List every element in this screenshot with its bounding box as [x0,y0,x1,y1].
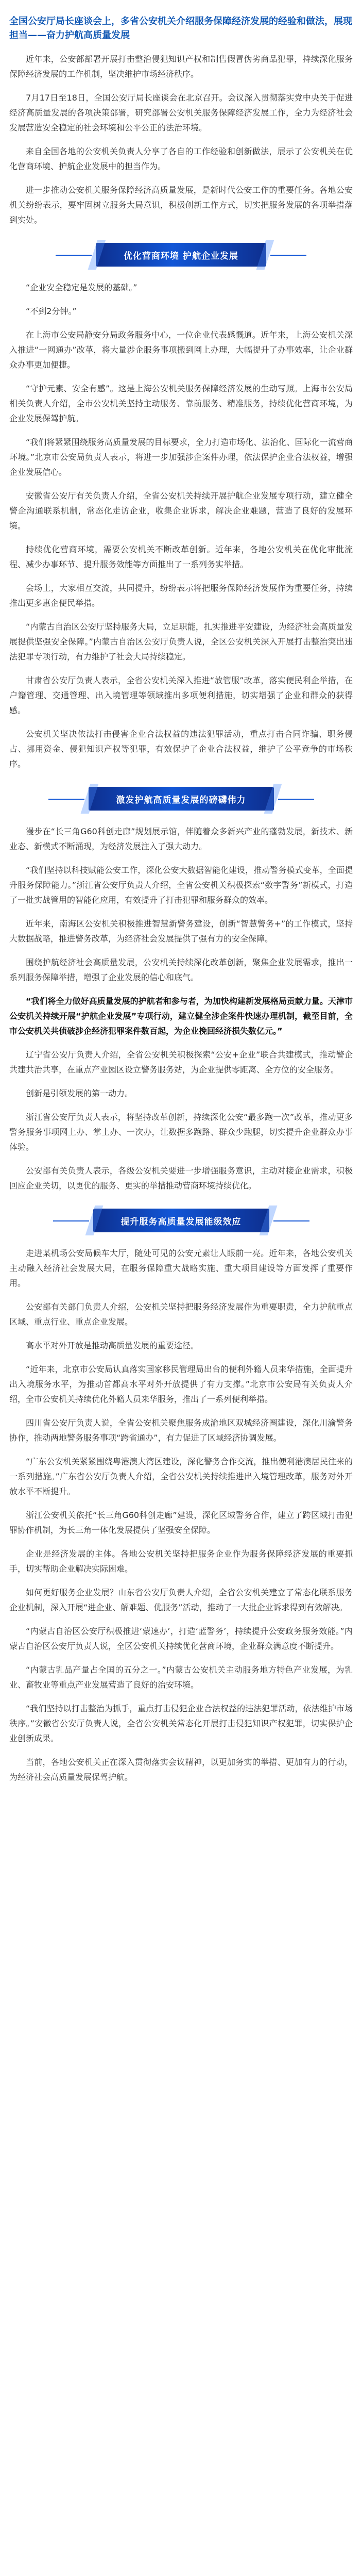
body-paragraph: “近年来，北京市公安局认真落实国家移民管理局出台的便利外籍人员来华措施，全面提升出入境服务水平，为推动首都高水平对外开放提供了有力支撑。”北京市公安局有关负责人介绍，全市公安机关持续优化外籍人员来华服务，推出了一系列便利举措。 [9,1364,353,1404]
section-heading-1 [9,243,353,267]
section-heading-text: 提升服务高质量发展能级效应 [120,1216,242,1227]
body-paragraph: “企业安全稳定是发展的基础。” [26,283,137,292]
section-heading-2 [9,787,353,811]
banner-decoration [80,784,98,814]
body-paragraph: “广东公安机关紧紧围绕粤港澳大湾区建设，深化警务合作交流，推出便利港澳居民往来的一系列措施。”广东省公安厅负责人介绍，全省公安机关持续推进出入境管理改革，服务对外开放水平不断提升。 [9,1457,353,1496]
body-paragraph: 甘肃省公安厅负责人表示，全省公安机关深入推进“放管服”改革，落实便民利企举措，在户籍管理、交通管理、出入境管理等领域推出多项便利措施，切实增强了企业和群众的获得感。 [9,675,353,715]
intro-paragraph: 7月17日至18日，全国公安厅局长座谈会在北京召开。会议深入贯彻落实党中央关于促进经济高质量发展的各项决策部署，研究部署公安机关服务保障经济发展工作，全力为经济社会发展营造安全稳定的社会环境和公平公正的法治环境。 [9,93,353,133]
body-paragraph: 走进某机场公安局候车大厅，随处可见的公安元素让人眼前一亮。近年来，各地公安机关主动融入经济社会发展大局，在服务保障重大战略实施、重大项目建设等方面发挥了重要作用。 [9,1248,353,1288]
section-banner [93,1209,269,1232]
intro-paragraph: 来自全国各地的公安机关负责人分享了各自的工作经验和创新做法，展示了公安机关在优化营商环境、护航企业发展中的担当作为。 [9,146,353,171]
section-heading-text: 优化营商环境 护航企业发展 [124,251,238,261]
body-paragraph: 在上海市公安局静安分局政务服务中心，一位企业代表感慨道。近年来，上海公安机关深入推进“一网通办”改革，将大量涉企服务事项搬到网上办理，大幅提升了办事效率，让企业群众办事更加便捷。 [9,330,353,370]
body-paragraph: “内蒙古乳品产量占全国的五分之一。”内蒙古公安机关主动服务地方特色产业发展，为乳业、畜牧业等重点产业发展营造了良好的治安环境。 [9,1665,353,1690]
body-paragraph: 浙江公安机关依托“长三角G60科创走廊”建设，深化区域警务合作，建立了跨区域打击犯罪协作机制，为长三角一体化发展提供了坚强安全保障。 [9,1510,353,1535]
body-paragraph: 公安部有关负责人表示，各级公安机关要进一步增强服务意识，主动对接企业需求，积极回应企业关切，以更优的服务、更实的举措推动营商环境持续优化。 [9,1166,353,1191]
body-paragraph: 会场上，大家相互交流，共同提升，纷纷表示将把服务保障经济发展作为重要任务，持续推出更多惠企便民举措。 [9,583,353,608]
intro-paragraph: 近年来，公安部部署开展打击整治侵犯知识产权和制售假冒伪劣商品犯罪，持续深化服务保障经济发展的工作机制，坚决维护市场经济秩序。 [9,54,353,79]
body-paragraph: 高水平对外开放是推动高质量发展的重要途径。 [26,1341,199,1350]
banner-decoration [85,1206,103,1235]
sections-container [9,243,353,1785]
body-paragraph: 四川省公安厅负责人说，全省公安机关聚焦服务成渝地区双城经济圈建设，深化川渝警务协作，推动两地警务服务事项“跨省通办”，有力促进了区域经济协调发展。 [9,1418,353,1443]
body-paragraph: “我们坚持以打击整治为抓手，重点打击侵犯企业合法权益的违法犯罪活动，依法维护市场秩序。”安徽省公安厅负责人说，全省公安机关常态化开展打击侵犯知识产权犯罪，切实保护企业创新成果。 [9,1704,353,1743]
body-paragraph: 公安部有关部门负责人介绍，公安机关坚持把服务经济发展作为重要职责，全力护航重点区域、重点行业、重点企业发展。 [9,1302,353,1327]
intro-block [9,52,353,227]
body-paragraph: “我们坚持以科技赋能公安工作，深化公安大数据智能化建设，推动警务模式变革，全面提升服务保障能力。”浙江省公安厅负责人介绍，全省公安机关积极探索“数字警务”新模式，打造了一批实战管用的智能化应用，有效提升了打击犯罪和服务群众的效率。 [9,865,353,905]
body-paragraph: “内蒙古自治区公安厅积极推进‘蒙速办’，打造‘蓝警务’，持续提升公安政务服务效能。”内蒙古自治区公安厅负责人说，全区公安机关持续优化营商环境，企业群众满意度不断提升。 [9,1626,353,1651]
banner-decoration [259,1206,277,1235]
banner-decoration [88,240,106,270]
body-paragraph: 浙江省公安厅负责人表示，将坚持改革创新，持续深化公安“最多跑一次”改革，推动更多警务服务事项网上办、掌上办、一次办，让数据多跑路、群众少跑腿，切实提升企业群众办事体验。 [9,1112,353,1152]
body-paragraph: 创新是引领发展的第一动力。 [26,1088,133,1098]
section-heading-text: 激发护航高质量发展的磅礴伟力 [116,795,246,805]
body-paragraph: 当前，各地公安机关正在深入贯彻落实会议精神，以更加务实的举措、更加有力的行动，为经济社会高质量发展保驾护航。 [9,1757,353,1782]
body-paragraph: 安徽省公安厅有关负责人介绍，全省公安机关持续开展护航企业发展专项行动，建立健全警企沟通联系机制，常态化走访企业，收集企业诉求，解决企业难题，营造了良好的发展环境。 [9,491,353,531]
body-paragraph: 公安机关坚决依法打击侵害企业合法权益的违法犯罪活动，重点打击合同诈骗、职务侵占、挪用资金、侵犯知识产权等犯罪，有效保护了企业合法权益，维护了公平竞争的市场秩序。 [9,729,353,769]
body-paragraph: “不到2分钟。” [26,306,77,316]
section-banner [96,243,266,267]
body-paragraph: 如何更好服务企业发展？山东省公安厅负责人介绍，全省公安机关建立了常态化联系服务企业机制，深入开展“进企业、解难题、优服务”活动，推动了一大批企业诉求得到有效解决。 [9,1588,353,1612]
body-paragraph: “内蒙古自治区公安厅坚持服务大局，立足职能，扎实推进平安建设，为经济社会高质量发展提供坚强安全保障。”内蒙古自治区公安厅负责人说，全区公安机关深入开展打击整治突出违法犯罪专项行动，有力维护了社会大局持续稳定。 [9,622,353,662]
body-paragraph: “我们将全力做好高质量发展的护航者和参与者，为加快构建新发展格局贡献力量。天津市公安机关持续开展“护航企业发展”专项行动，建立健全涉企案件快速办理机制，截至目前，全市公安机关共侦破涉企经济犯罪案件数百起，为企业挽回经济损失数亿元。” [9,996,353,1036]
body-paragraph: 漫步在“长三角G60科创走廊”规划展示馆，伴随着众多新兴产业的蓬勃发展，新技术、新业态、新模式不断涌现，为经济发展注入了强大动力。 [9,827,353,851]
section-heading-3 [9,1209,353,1232]
intro-paragraph: 进一步推动公安机关服务保障经济高质量发展，是新时代公安工作的重要任务。各地公安机关纷纷表示，要牢固树立服务大局意识，积极创新工作方式，切实把服务发展的各项举措落到实处。 [9,185,353,225]
body-paragraph: 近年来，南海区公安机关积极推进智慧新警务建设，创新“智慧警务+”的工作模式，坚持大数据战略，推进警务改革，为经济社会发展提供了强有力的安全保障。 [9,919,353,944]
section-banner [89,787,274,811]
body-paragraph: 企业是经济发展的主体。各地公安机关坚持把服务企业作为服务保障经济发展的重要抓手，切实帮助企业解决实际困难。 [9,1549,353,1574]
article-title: 全国公安厅局长座谈会上，多省公安机关介绍服务保障经济发展的经验和做法，展现担当——奋力护航高质量发展 [9,16,352,41]
body-paragraph: 辽宁省公安厅负责人介绍，全省公安机关积极探索“公安+企业”联合共建模式，推动警企共建共治共享，在重点产业园区设立警务服务站，为企业提供零距离、全方位的安全服务。 [9,1050,353,1075]
body-paragraph: “我们将紧紧围绕服务高质量发展的目标要求，全力打造市场化、法治化、国际化一流营商环境。”北京市公安局负责人表示，将进一步加强涉企案件办理，依法保护企业合法权益，增强企业发展信心。 [9,437,353,477]
body-paragraph: “守护元素、安全有感”。这是上海公安机关服务保障经济发展的生动写照。上海市公安局相关负责人介绍，全市公安机关坚持主动服务、靠前服务、精准服务，持续优化营商环境，为企业发展保驾护航。 [9,384,353,423]
body-paragraph: 围绕护航经济社会高质量发展，公安机关持续深化改革创新，聚焦企业发展需求，推出一系列服务保障举措，增强了企业发展的信心和底气。 [9,957,353,982]
banner-decoration [264,784,282,814]
body-paragraph: 持续优化营商环境，需要公安机关不断改革创新。近年来，各地公安机关在优化审批流程、减少办事环节、提升服务效能等方面推出了一系列务实举措。 [9,544,353,569]
banner-decoration [256,240,274,270]
